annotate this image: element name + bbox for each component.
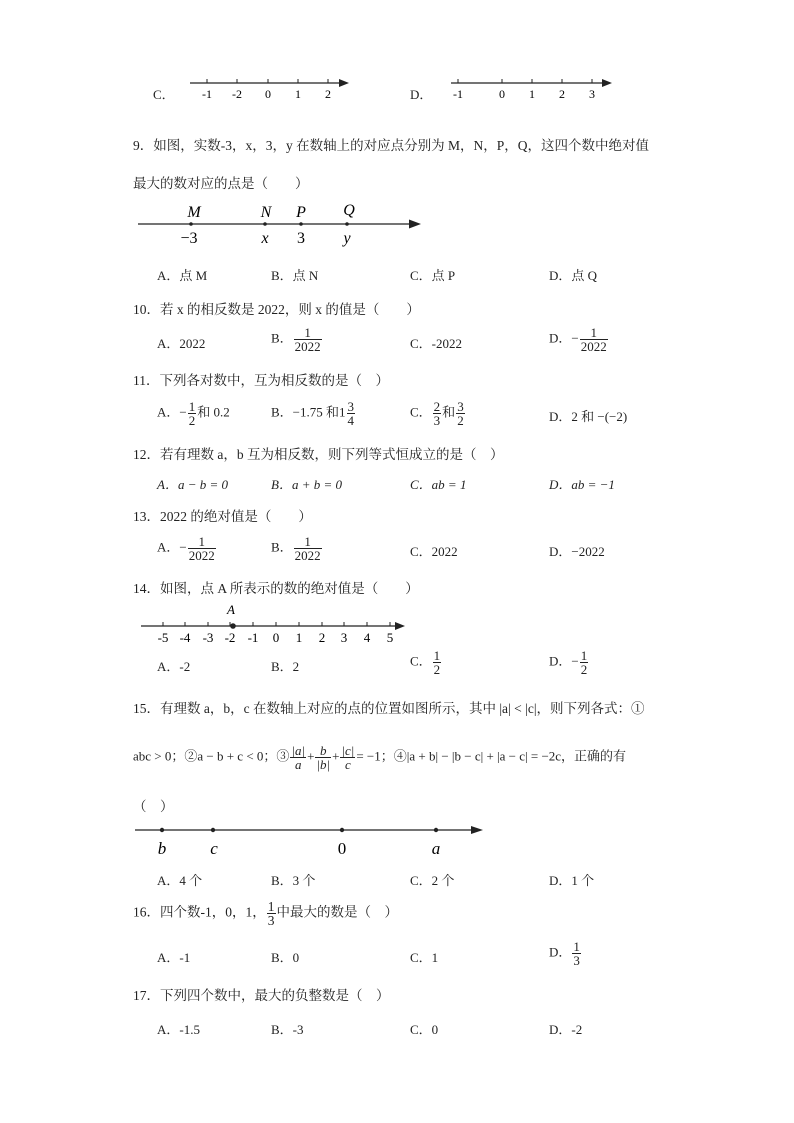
q14-d-num: 1 bbox=[580, 648, 588, 663]
q15-label-0: 0 bbox=[337, 839, 347, 858]
q15-line2-part-b: = −1；④|a + b| − |b − c| + |a − c| = −2c，正确的有 bbox=[356, 748, 627, 764]
q10-option-c[interactable]: C．-2022 bbox=[410, 336, 463, 351]
q10-stem: 10．若 x 的相反数是 2022，则 x 的值是（ ） bbox=[133, 302, 420, 317]
q16-option-c[interactable]: C．1 bbox=[410, 950, 439, 965]
q13-option-b[interactable] bbox=[271, 535, 323, 562]
q14-tick-5: -1 bbox=[247, 630, 259, 645]
q15-stem-line1: 15．有理数 a，b，c 在数轴上对应的点的位置如图所示，其中 |a| < |c|，则下列各式：① bbox=[133, 701, 645, 716]
q8c-tick-2: -2 bbox=[232, 87, 242, 101]
q14-tick-8: 2 bbox=[318, 630, 326, 645]
q11-b-den: 4 bbox=[347, 413, 355, 428]
q9-value-m: −3 bbox=[180, 230, 198, 247]
q9-option-a[interactable]: A．点 M bbox=[157, 268, 208, 283]
q11-a-num: 1 bbox=[188, 399, 196, 414]
q10-d-num: 1 bbox=[580, 326, 608, 340]
q13-b-num: 1 bbox=[294, 535, 322, 549]
q16-d-fraction bbox=[572, 940, 581, 967]
q14-point-a-label: A bbox=[227, 602, 235, 617]
q13-a-fraction bbox=[188, 535, 216, 562]
q11-b-num: 3 bbox=[347, 399, 355, 414]
q14-stem: 14．如图，点 A 所表示的数的绝对值是（ ） bbox=[133, 581, 419, 596]
q10-d-den: 2022 bbox=[580, 339, 607, 354]
q14-tick-11: 5 bbox=[386, 630, 394, 645]
q15-frac-a: $\frac{|a|}{a}$ bbox=[291, 743, 306, 772]
q14-c-fraction bbox=[433, 649, 442, 676]
q10-option-d-letter: D．− bbox=[549, 330, 579, 346]
q11-option-b[interactable] bbox=[271, 400, 356, 427]
q15-option-a[interactable]: A．4 个 bbox=[157, 873, 203, 888]
q12-stem: 12．若有理数 a，b 互为相反数，则下列等式恒成立的是（ ） bbox=[133, 447, 504, 462]
q17-stem: 17．下列四个数中，最大的负整数是（ ） bbox=[133, 988, 390, 1003]
q15-number-line bbox=[133, 818, 493, 860]
q14-option-b[interactable]: B．2 bbox=[271, 659, 300, 674]
q15-label-c: c bbox=[210, 839, 218, 858]
q8-option-d-number-line bbox=[448, 74, 618, 104]
q9-option-d[interactable]: D．点 Q bbox=[549, 268, 598, 283]
q14-option-c[interactable] bbox=[410, 649, 442, 676]
q8-option-c-number-line bbox=[185, 74, 355, 104]
q16-option-d[interactable] bbox=[549, 940, 582, 967]
q11-a-den: 2 bbox=[188, 413, 196, 428]
q16-stem-post: 中最大的数是（ ） bbox=[276, 904, 398, 920]
q11-option-d[interactable]: D．2 和 −(−2) bbox=[549, 409, 628, 424]
q11-c-pre: C． bbox=[410, 404, 432, 420]
q14-tick-3: -3 bbox=[202, 630, 214, 645]
q15-option-d[interactable]: D．1 个 bbox=[549, 873, 595, 888]
q11-c-den2: 2 bbox=[457, 413, 464, 428]
q13-option-a[interactable] bbox=[157, 535, 217, 562]
q10-option-a[interactable]: A．2022 bbox=[157, 336, 206, 351]
q10-option-b[interactable] bbox=[271, 326, 323, 353]
q15-stem-line2: abc > 0；②a − b + c < 0；③ $\frac{|a|}{a}$ + $\frac{b}{|b|}$ + $\frac{|c|}{c}$ = −1；④|a + b| − |b − c| + |a − c| = −2c，正确的有 bbox=[133, 743, 627, 772]
q13-stem: 13．2022 的绝对值是（ ） bbox=[133, 509, 312, 524]
q10-option-d[interactable] bbox=[549, 326, 609, 353]
q17-option-a[interactable]: A．-1.5 bbox=[157, 1022, 200, 1037]
q9-option-c[interactable]: C．点 P bbox=[410, 268, 456, 283]
q8c-tick-3: 0 bbox=[265, 87, 271, 101]
q16-stem bbox=[133, 900, 398, 927]
q13-b-fraction bbox=[294, 535, 322, 562]
q10-option-d-fraction bbox=[580, 326, 608, 353]
q11-a-pre: A．− bbox=[157, 404, 187, 420]
q14-tick-9: 3 bbox=[340, 630, 348, 645]
q8d-tick-4: 2 bbox=[559, 87, 565, 101]
q11-option-a[interactable] bbox=[157, 400, 230, 427]
q15-option-c[interactable]: C．2 个 bbox=[410, 873, 455, 888]
q9-stem-line2: 最大的数对应的点是（ ） bbox=[133, 176, 309, 191]
q9-point-p-label: P bbox=[296, 204, 306, 221]
q9-point-n-label: N bbox=[260, 204, 272, 221]
q11-a-fraction bbox=[188, 400, 197, 427]
q13-option-c[interactable]: C．2022 bbox=[410, 544, 458, 559]
q15-frac-c: $\frac{|c|}{c}$ bbox=[341, 743, 355, 772]
q15-label-a: a bbox=[431, 839, 441, 858]
q8-option-c-letter: C． bbox=[153, 87, 175, 102]
q14-tick-7: 1 bbox=[295, 630, 303, 645]
q14-tick-4: -2 bbox=[224, 630, 236, 645]
q16-option-a[interactable]: A．-1 bbox=[157, 950, 191, 965]
q14-tick-6: 0 bbox=[272, 630, 280, 645]
q15-label-b: b bbox=[157, 839, 167, 858]
q14-c-letter: C． bbox=[410, 653, 432, 669]
q9-stem-line1: 9．如图，实数-3，x，3，y 在数轴上的对应点分别为 M，N，P，Q，这四个数中绝对值 bbox=[133, 138, 650, 153]
q14-point-a-marker bbox=[230, 623, 236, 629]
q15-option-b[interactable]: B．3 个 bbox=[271, 873, 316, 888]
q14-c-num: 1 bbox=[433, 648, 441, 663]
q16-d-num: 1 bbox=[573, 939, 580, 954]
q12-option-d[interactable]: D．ab = −1 bbox=[549, 477, 615, 492]
q11-stem: 11．下列各对数中，互为相反数的是（ ） bbox=[133, 373, 389, 388]
q16-option-b[interactable]: B．0 bbox=[271, 950, 300, 965]
q17-option-d[interactable]: D．-2 bbox=[549, 1022, 583, 1037]
q11-b-pre: B．−1.75 和1 bbox=[271, 404, 346, 420]
q13-a-num: 1 bbox=[188, 535, 216, 549]
q8c-tick-1: -1 bbox=[202, 87, 212, 101]
q12-option-a[interactable]: A．a − b = 0 bbox=[157, 477, 228, 492]
q9-option-b[interactable]: B．点 N bbox=[271, 268, 319, 283]
q8d-tick-1: -1 bbox=[453, 87, 463, 101]
q13-a-letter: A．− bbox=[157, 539, 187, 555]
q9-value-p: 3 bbox=[297, 230, 305, 247]
q12-option-b[interactable]: B．a + b = 0 bbox=[271, 477, 342, 492]
q10-option-b-letter: B． bbox=[271, 330, 293, 346]
q9-value-q: y bbox=[343, 230, 351, 247]
q14-d-fraction bbox=[580, 649, 589, 676]
q8c-tick-5: 2 bbox=[325, 87, 331, 101]
q14-tick-10: 4 bbox=[363, 630, 371, 645]
q16-d-letter: D． bbox=[549, 944, 572, 960]
q10-b-den: 2022 bbox=[294, 339, 321, 354]
q14-d-letter: D．− bbox=[549, 653, 579, 669]
q14-tick-1: -5 bbox=[157, 630, 169, 645]
q11-c-den1: 3 bbox=[433, 413, 441, 428]
q13-a-den: 2022 bbox=[188, 548, 215, 563]
q14-tick-2: -4 bbox=[179, 630, 191, 645]
q13-b-letter: B． bbox=[271, 539, 293, 555]
q15-stem-line3: （ ） bbox=[133, 799, 174, 814]
q11-c-fraction2 bbox=[456, 400, 465, 427]
q9-point-m-label: M bbox=[187, 204, 201, 221]
q8d-tick-2: 0 bbox=[499, 87, 505, 101]
q10-b-num: 1 bbox=[294, 326, 322, 340]
q14-c-den: 2 bbox=[433, 662, 441, 677]
q15-frac-b: $\frac{b}{|b|}$ bbox=[316, 743, 331, 772]
q16-stem-pre: 16．四个数-1，0，1， bbox=[133, 904, 266, 920]
q13-option-d[interactable]: D．−2022 bbox=[549, 544, 605, 559]
q13-b-den: 2022 bbox=[294, 548, 321, 563]
q11-c-fraction1 bbox=[433, 400, 442, 427]
q14-d-den: 2 bbox=[580, 662, 588, 677]
q17-option-b[interactable]: B．-3 bbox=[271, 1022, 304, 1037]
q11-c-mid: 和 bbox=[442, 404, 456, 420]
q16-stem-fraction bbox=[267, 900, 276, 927]
q16-d-den: 3 bbox=[573, 953, 580, 968]
q16-stem-num: 1 bbox=[267, 899, 275, 914]
q11-c-num1: 2 bbox=[433, 399, 441, 414]
q8d-tick-5: 3 bbox=[589, 87, 595, 101]
q9-value-n: x bbox=[261, 230, 269, 247]
q8-option-d-letter: D． bbox=[410, 87, 433, 102]
q8d-tick-3: 1 bbox=[529, 87, 535, 101]
q11-b-fraction bbox=[347, 400, 356, 427]
q10-option-b-fraction bbox=[294, 326, 322, 353]
q11-option-c[interactable] bbox=[410, 400, 466, 427]
q17-option-c[interactable]: C．0 bbox=[410, 1022, 439, 1037]
q14-number-line bbox=[133, 600, 418, 645]
q15-line2-part-a: abc > 0；②a − b + c < 0；③ bbox=[133, 748, 290, 764]
q11-c-num2: 3 bbox=[457, 399, 464, 414]
q9-number-line bbox=[133, 198, 433, 250]
q14-option-a[interactable]: A．-2 bbox=[157, 659, 191, 674]
q14-option-d[interactable] bbox=[549, 649, 589, 676]
q9-point-q-label: Q bbox=[343, 202, 355, 219]
q12-option-c[interactable]: C．ab = 1 bbox=[410, 477, 467, 492]
q11-a-post: 和 0.2 bbox=[197, 404, 230, 420]
q8c-tick-4: 1 bbox=[295, 87, 301, 101]
q16-stem-den: 3 bbox=[267, 913, 275, 928]
